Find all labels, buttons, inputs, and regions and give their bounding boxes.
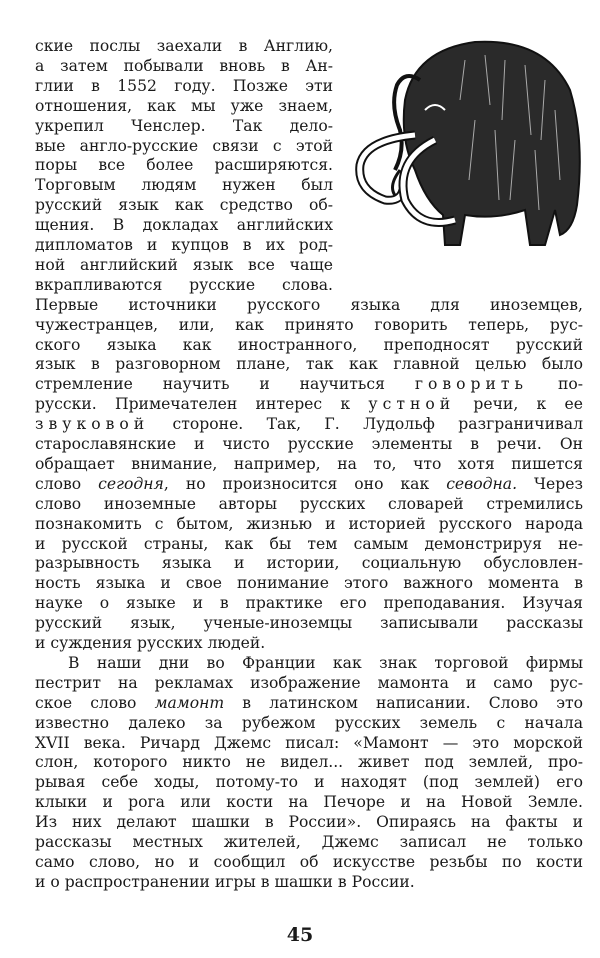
text-line: слово иноземные авторы русских словарей стремились <box>35 494 583 513</box>
text-line: щения. В докладах английских <box>35 216 333 235</box>
text-line: глии в 1552 году. Позже эти <box>35 76 333 95</box>
text-line: и суждения русских людей. <box>35 634 266 652</box>
text-segment: Через <box>517 474 583 493</box>
text-line: Из них делают шашки в России». Опираясь на факты и <box>35 813 583 832</box>
text-line: ной английский язык все чаще <box>35 255 333 274</box>
page-number: 45 <box>286 924 314 946</box>
text-line: пестрит на рекламах изображение мамонта и само рус- <box>35 673 583 692</box>
text-segment: стороне. Так, Г. Лудольф разграничивал <box>149 415 583 434</box>
spaced-emphasis: звуковой <box>35 415 150 434</box>
text-line: и о распространении игры в шашки в России. <box>35 872 415 891</box>
text-line: ского языка как иностранного, преподносят русский <box>35 335 583 354</box>
text-line <box>35 693 583 713</box>
text-line <box>35 394 583 414</box>
text-line: язык в разговорном плане, так как главной целью было <box>35 355 583 374</box>
text-line: а затем побывали вновь в Ан- <box>35 56 333 75</box>
text-line: чужестранцев, или, как принято говорить теперь, рус- <box>35 315 583 334</box>
text-segment: речи, к ее <box>455 395 583 414</box>
text-line: XVII века. Ричард Джемс писал: «Мамонт — это морской <box>35 733 583 752</box>
text-segment: , но произносится оно как <box>163 474 447 493</box>
italic-word: мамонт <box>154 693 225 712</box>
text-line: само слово, но и сообщил об искусстве резьбы по кости <box>35 852 583 871</box>
text-line: и русской страны, как бы тем самым демонстрируя не- <box>35 534 583 553</box>
text-segment: ское слово <box>35 693 155 712</box>
text-line: ские послы заехали в Англию, <box>35 37 333 55</box>
text-segment: русски. Примечателен интерес к <box>35 395 369 414</box>
text-segment: в латинском написании. Слово это <box>224 693 583 712</box>
text-line: разрывность языка и истории, социальную обусловлен- <box>35 554 583 573</box>
text-line: известно далеко за рубежом русских земель с начала <box>35 713 583 732</box>
text-line: поры все более расширяются. <box>35 156 333 175</box>
mammoth-illustration <box>345 30 590 285</box>
text-line: науке о языке и в практике его преподавания. Изучая <box>35 594 583 613</box>
text-line: клыки и рога или кости на Печоре и на Новой Земле. <box>35 793 583 812</box>
text-line: старославянские и чисто русские элементы в речи. Он <box>35 435 583 453</box>
text-line: отношения, как мы уже знаем, <box>35 96 333 115</box>
text-segment: по- <box>528 375 583 394</box>
text-segment: стремление научить и научиться <box>35 375 415 394</box>
text-line: дипломатов и купцов в их род- <box>35 236 333 254</box>
text-line: ность языка и свое понимание этого важного момента в <box>35 574 583 593</box>
text-line: русский язык как средство об- <box>35 196 333 215</box>
text-line: укрепил Ченслер. Так дело- <box>35 116 333 135</box>
spaced-emphasis: говорить <box>414 375 529 394</box>
text-line: Первые источники русского языка для иноземцев, <box>35 295 583 314</box>
text-line: обращает внимание, например, на то, что хотя пишется <box>35 454 583 473</box>
text-segment: слово <box>35 474 99 493</box>
spaced-emphasis: устной <box>368 395 456 414</box>
text-line <box>35 414 583 434</box>
text-line <box>35 374 583 394</box>
text-line <box>35 474 583 494</box>
text-line: Торговым людям нужен был <box>35 176 333 195</box>
text-line: познакомить с бытом, жизнью и историей русского народа <box>35 514 583 533</box>
text-line: рывая себе ходы, потому-то и находят (под землей) его <box>35 773 583 792</box>
text-line: рассказы местных жителей, Джемс записал не только <box>35 833 583 851</box>
text-line: В наши дни во Франции как знак торговой фирмы <box>68 653 583 672</box>
text-line: русский язык, ученые-иноземцы записывали рассказы <box>35 614 583 633</box>
text-line: вкрапливаются русские слова. <box>35 275 333 294</box>
text-line: слон, которого никто не видел... живет под землей, про- <box>35 753 583 772</box>
italic-word: сегодня <box>98 474 164 493</box>
italic-word: севодна. <box>446 474 518 493</box>
text-line: вые англо-русские связи с этой <box>35 136 333 155</box>
